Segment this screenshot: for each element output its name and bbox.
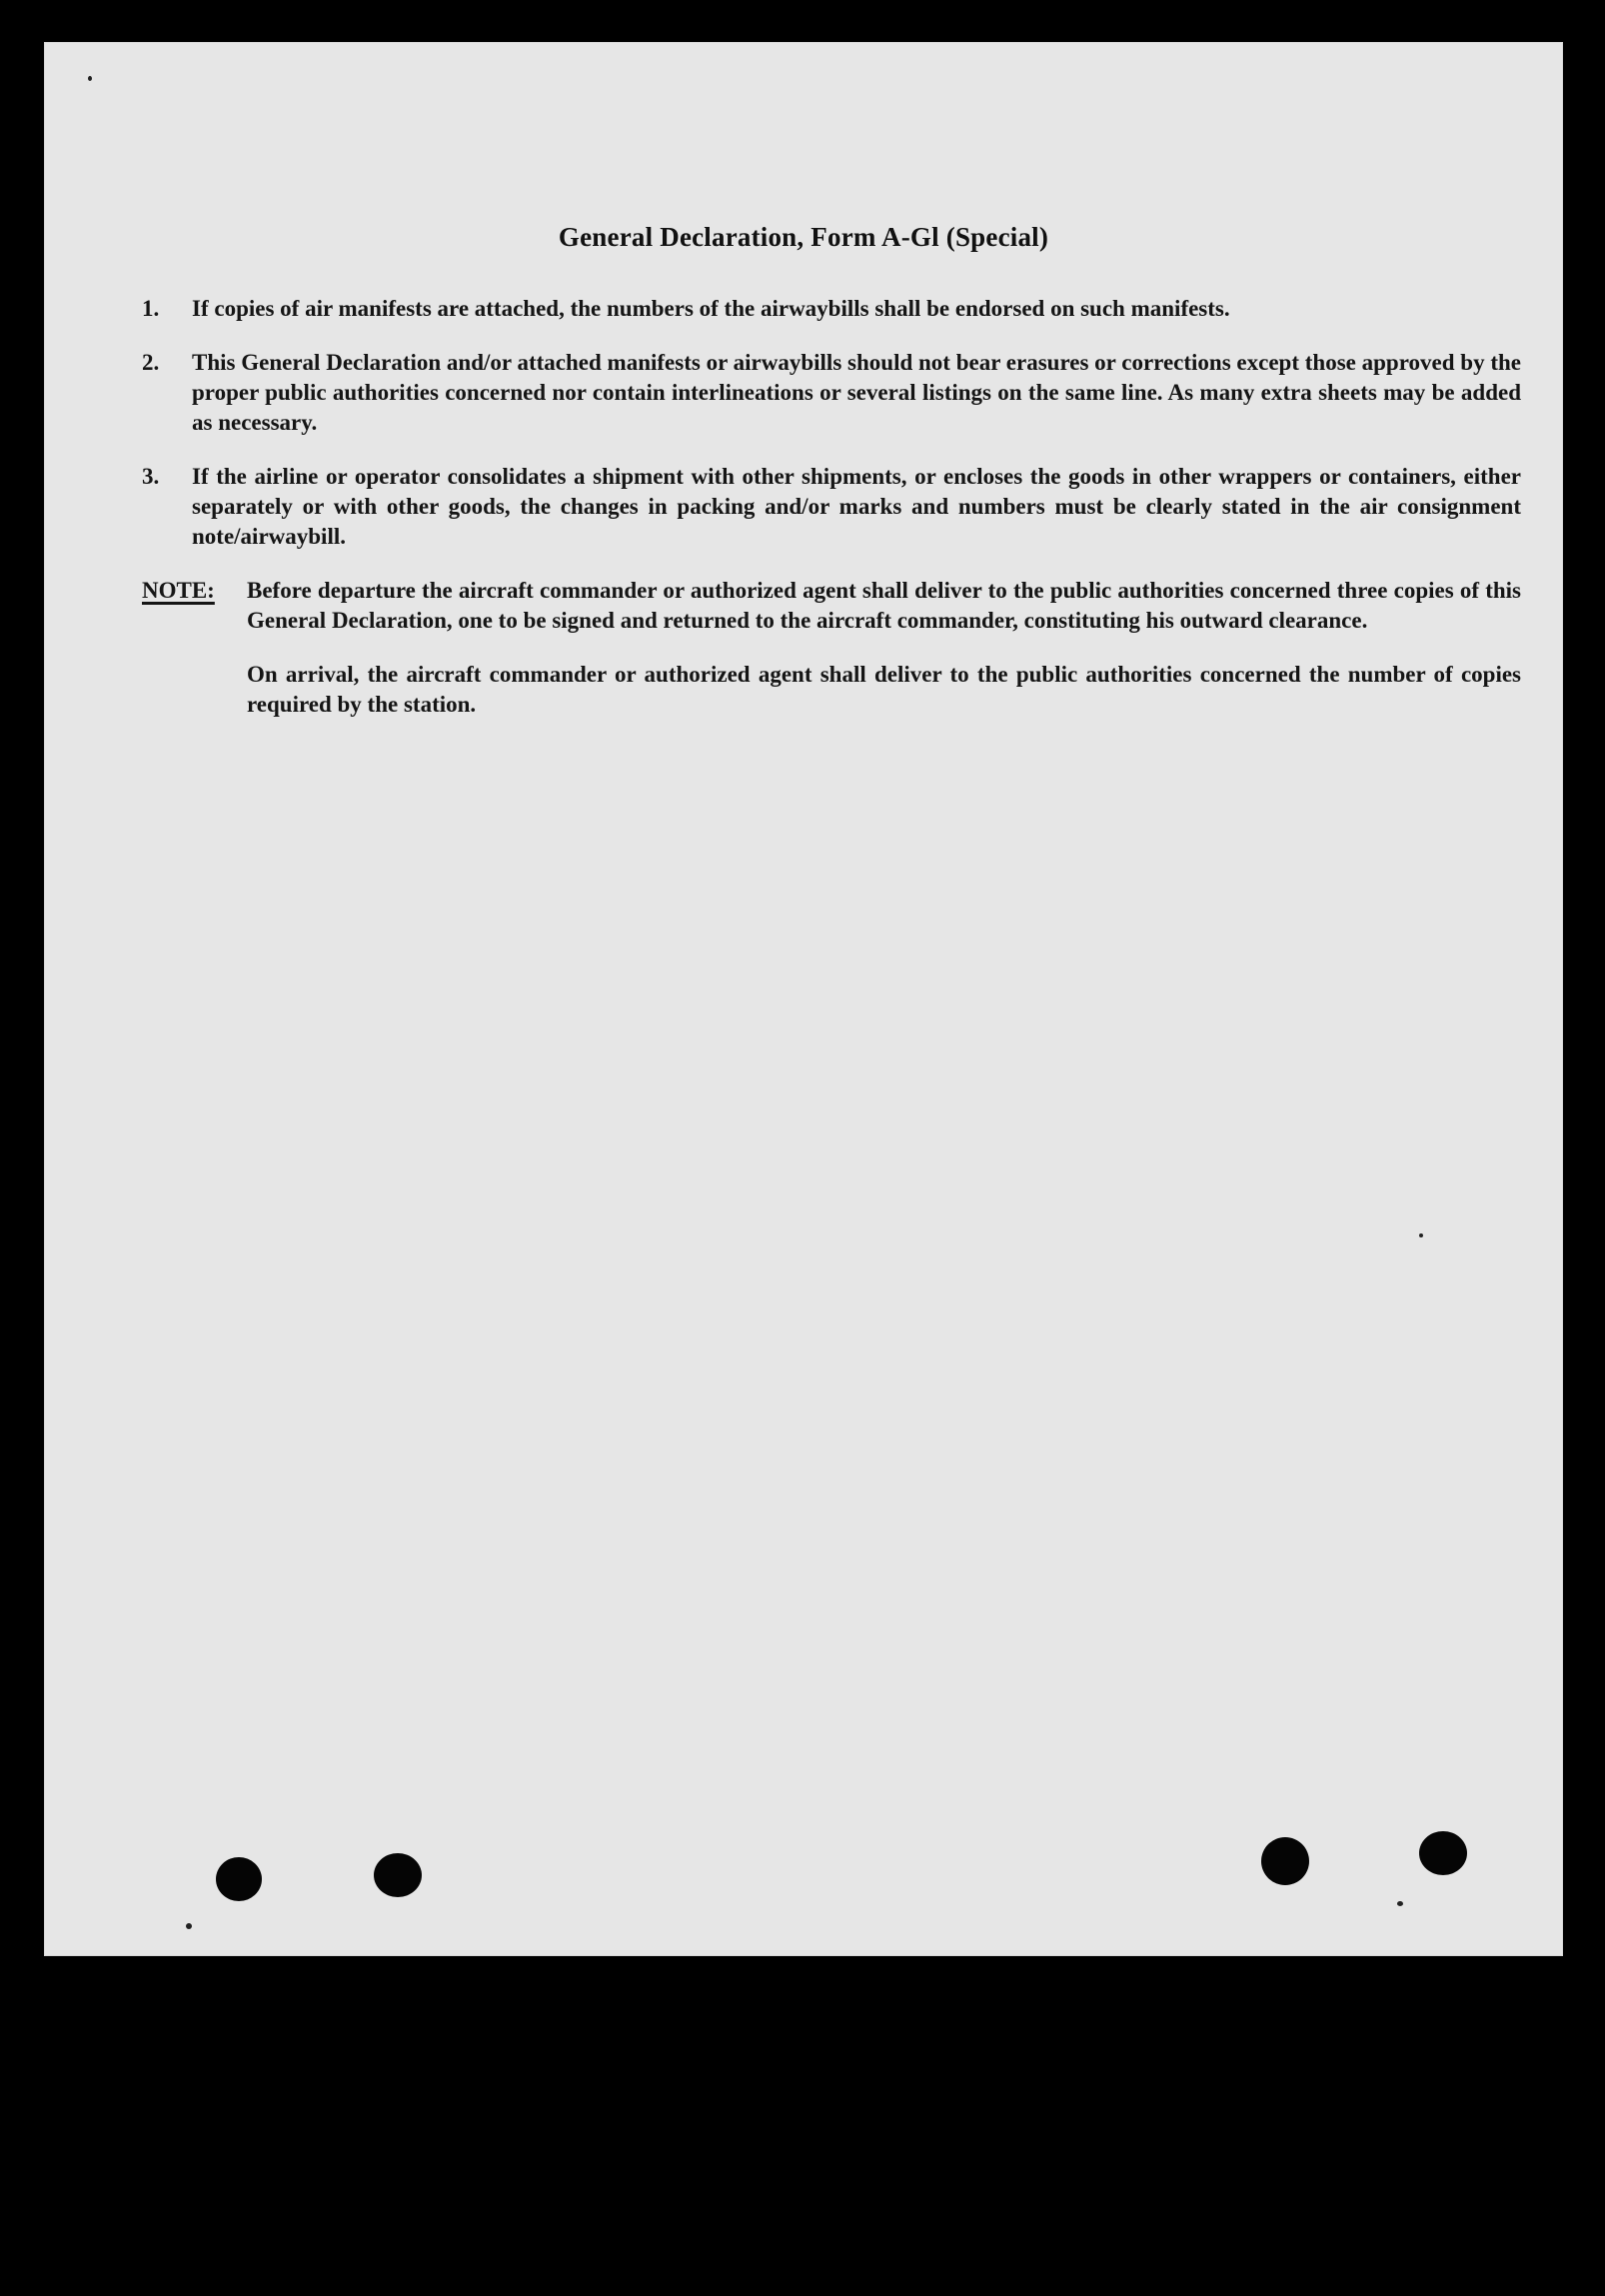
document-page [44, 42, 1563, 1956]
speck [1419, 1233, 1423, 1237]
list-item [142, 348, 1521, 438]
document-title: General Declaration, Form A-Gl (Special) [558, 222, 1049, 252]
punch-hole [1261, 1837, 1309, 1885]
note-body [247, 576, 1521, 744]
instructions-list [142, 294, 1521, 744]
item-text: If the airline or operator consolidates a shipment with other shipments, or encloses the goods in other wrappers or containers, either separately or with other goods, the changes in packing and/or marks and numbers must be clearly stated in the air consignment note/airwaybill. [192, 464, 1521, 549]
speck [186, 1923, 192, 1929]
item-number: 2. [142, 350, 160, 375]
punch-hole [374, 1853, 422, 1897]
item-number: 1. [142, 296, 160, 321]
item-text: This General Declaration and/or attached manifests or airwaybills should not bear erasures or corrections except those approved by the proper public authorities concerned nor contain interlineations or several listings on the same line. As many extra sheets may be added as necessary. [192, 350, 1521, 435]
note-paragraph: Before departure the aircraft commander or authorized agent shall deliver to the public authorities concerned three copies of this General Declaration, one to be signed and returned to the aircraft commander, constituting his outward clearance. [247, 578, 1521, 633]
note-section [142, 576, 1521, 744]
note-label: NOTE: [142, 578, 215, 603]
punch-hole [1419, 1831, 1467, 1875]
list-item [142, 294, 1521, 324]
punch-hole [216, 1857, 262, 1901]
list-item [142, 462, 1521, 552]
item-number: 3. [142, 464, 160, 489]
speck [1397, 1901, 1403, 1906]
note-paragraph: On arrival, the aircraft commander or authorized agent shall deliver to the public authorities concerned the number of copies required by the station. [247, 662, 1521, 717]
item-text: If copies of air manifests are attached, the numbers of the airwaybills shall be endorsed on such manifests. [192, 296, 1230, 321]
speck [88, 76, 92, 81]
